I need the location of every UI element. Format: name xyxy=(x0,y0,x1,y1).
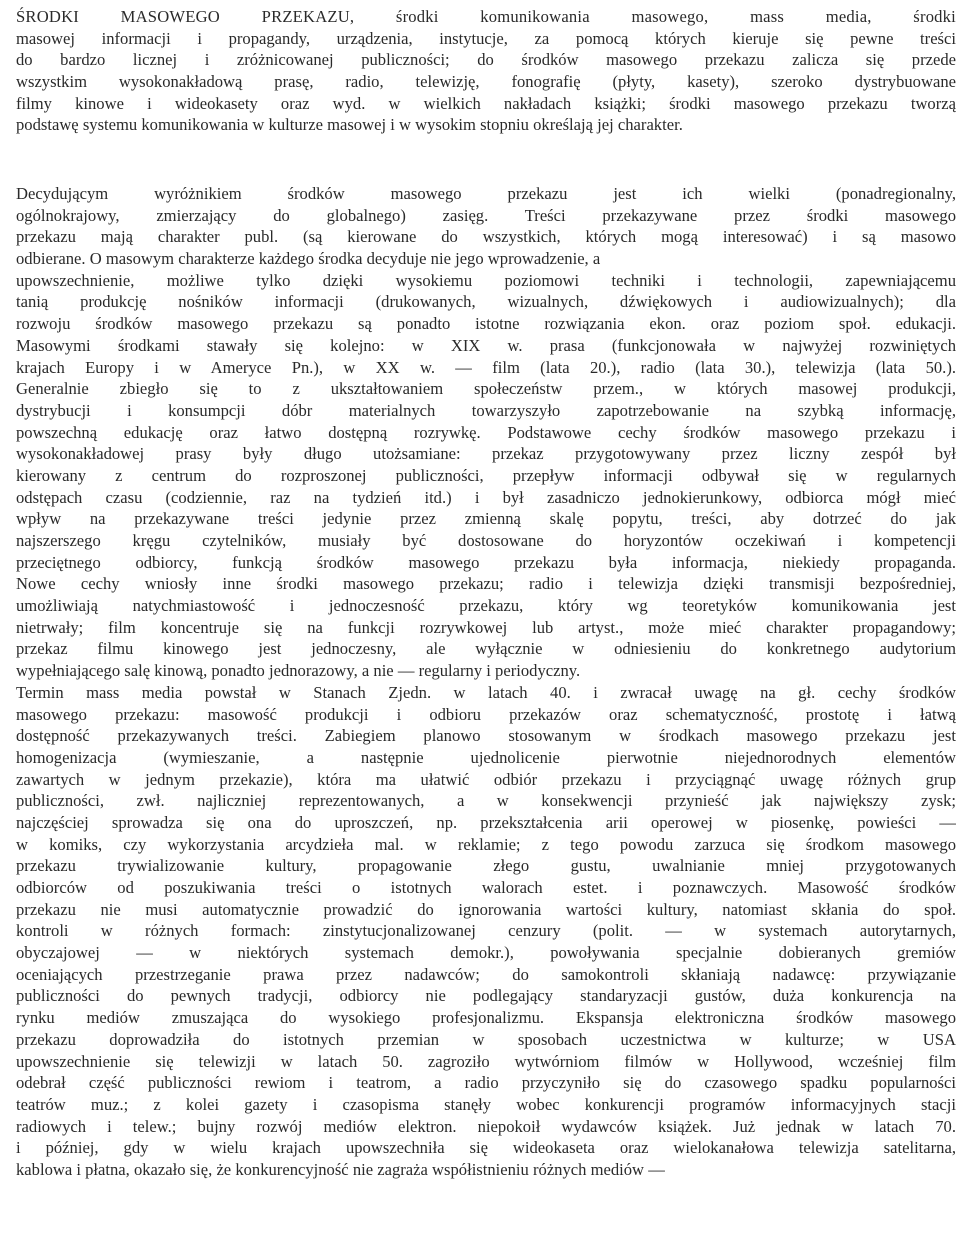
text-line: przekazu mają charakter publ. (są kierowane do wszystkich, których mogą interesować) i są masowo xyxy=(16,227,956,247)
text-line: przekazu doprowadziła do istotnych przemian w sposobach uczestnictwa w kulturze; w USA xyxy=(16,1029,956,1049)
text-line: wpływ na przekazywane treści jedynie przez zmienną skalę popytu, treści, aby dotrzeć do jak xyxy=(16,509,956,529)
text-line: przekazu nie musi automatycznie prowadzić do ignorowania wartości kultury, natomiast skłania do społ. xyxy=(16,899,956,919)
text-line: podstawę systemu komunikowania w kulturze masowej i w wysokim stopniu określają jej charakter. xyxy=(16,115,683,135)
text-line: tanią produkcję nośników informacji (drukowanych, wizualnych, dźwiękowych i audiowizualnych); dla xyxy=(16,292,956,312)
text-line: obyczajowej — w niektórych systemach demokr.), powoływania specjalnie dobieranych gremiów xyxy=(16,943,956,963)
text-line: odbierane. O masowym charakterze każdego środka decyduje nie jego wprowadzenie, a xyxy=(16,249,601,269)
text-line: homogenizacja (wymieszanie, a następnie ujednolicenie pierwotnie niejednorodnych elementów xyxy=(16,747,956,767)
text-line: dystrybucji i konsumpcji dóbr materialnych towarzyszyło zapotrzebowanie na szybką informację, xyxy=(16,400,956,420)
text-line: do bardzo licznej i zróżnicowanej publiczności; do środków masowego przekazu zalicza się przede xyxy=(16,50,956,70)
text-line: odbiorców od poszukiwania treści o istotnych walorach estet. i poznawczych. Masowość środków xyxy=(16,878,956,897)
text-line: masowej informacji i propagandy, urządzenia, instytucje, za pomocą których kieruje się pewne treści xyxy=(16,28,956,48)
text-line: kierowany z centrum do rozproszonej publiczności, przepływ informacji odbywał się w regularnych xyxy=(16,465,956,485)
text-line: odstępach czasu (codziennie, raz na tydzień itd.) i był zasadniczo jednokierunkowy, odbiorca mógł mieć xyxy=(16,487,956,507)
text-line: umożliwiają natychmiastowość i jednoczesność przekazu, który wg teoretyków komunikowania jest xyxy=(16,596,956,616)
text-line: powszechną edukację oraz łatwo dostępną rozrywkę. Podstawowe cechy środków masowego przekazu i xyxy=(16,422,956,442)
text-line: Masowymi środkami stawały się kolejno: w XIX w. prasa (funkcjonowała w najwyżej rozwiniętych xyxy=(16,335,956,355)
text-line: upowszechnienie, możliwe tylko dzięki wysokiemu poziomowi techniki i technologii, zapewniającemu xyxy=(16,270,956,290)
text-line: publiczności, zwł. najliczniej reprezentowanych, a w konsekwencji przynieść jak największy zysk; xyxy=(16,791,956,811)
text-line: publiczności do pewnych tradycji, odbiorcy nie podlegający standaryzacji gustów, duża konkurencja na xyxy=(16,986,956,1006)
text-line: kablowa i płatna, okazało się, że konkurencyjność nie zagraża współistnieniu różnych mediów — xyxy=(16,1159,665,1179)
paragraph-body xyxy=(16,183,956,1181)
text-line: nietrwały; film koncentruje się na funkcji rozrywkowej lub artyst., może mieć charakter propagandowy; xyxy=(16,617,956,637)
text-line: Decydującym wyróżnikiem środków masowego przekazu jest ich wielki (ponadregionalny, xyxy=(16,184,956,203)
text-line: odebrał część publiczności rewiom i teatrom, a radio przyczyniło się do czasowego spadku popularności xyxy=(16,1073,956,1093)
text-line: teatrów muz.; z kolei gazety i czasopisma stanęły wobec konkurencji programów informacyjnych stacji xyxy=(16,1094,956,1114)
text-line: i później, gdy w wielu krajach upowszechniła się wideokaseta oraz wielokanałowa telewizja satelitarna, xyxy=(16,1138,956,1158)
text-line: najczęściej sprowadza się ona do uproszczeń, np. przekształcenia arii operowej w piosenkę, powieści — xyxy=(16,812,956,832)
text-line: upowszechnienie się telewizji w latach 50. zagroziło wytwórniom filmów w Hollywood, wcześniej film xyxy=(16,1051,956,1071)
text-line: przekazu trywializowanie kultury, propagowanie złego gustu, uwalnianie mniej przygotowanych xyxy=(16,856,956,876)
text-line: ogólnokrajowy, zmierzający do globalnego) zasięg. Treści przekazywane przez środki masowego xyxy=(16,205,956,225)
text-line: rynku mediów zmuszająca do wysokiego profesjonalizmu. Ekspansja elektroniczna środków masowego xyxy=(16,1008,956,1028)
paragraph-definition xyxy=(16,6,956,136)
text-line: Generalnie zbiegło się to z ukształtowaniem społeczeństw przem., w których masowej produkcji, xyxy=(16,379,956,399)
text-line: oceniających przestrzeganie prawa przez nadawców; do samokontroli skłaniają nadawcę: przywiązanie xyxy=(16,964,956,984)
text-line: radiowych i telew.; bujny rozwój mediów elektron. niepokoił wydawców książek. Już jednak w latach 70. xyxy=(16,1116,956,1136)
text-line: rozwoju środków masowego przekazu są ponadto istotne rozwiązania ekon. oraz poziom społ. edukacji. xyxy=(16,314,956,334)
text-line: kontroli w różnych formach: zinstytucjonalizowanej cenzury (polit. — w systemach autorytarnych, xyxy=(16,921,956,941)
text-line: wypełniającego salę kinową, ponadto jednorazowy, a nie — regularny i periodyczny. xyxy=(16,661,581,681)
text-line: filmy kinowe i wideokasety oraz wyd. w wielkich nakładach książki; środki masowego przekazu tworzą xyxy=(16,93,956,113)
text-line: ŚRODKI MASOWEGO PRZEKAZU, środki komunikowania masowego, mass media, środki xyxy=(16,7,956,26)
text-line: najszerszego kręgu czytelników, musiały być dostosowane do horyzontów oczekiwań i kompetencji xyxy=(16,531,956,550)
text-line: zawartych w jednym przekazie), która ma ułatwić odbiór przekazu i przyciągnąć uwagę różnych grup xyxy=(16,769,956,789)
text-line: krajach Europy i w Ameryce Pn.), w XX w. — film (lata 20.), radio (lata 30.), telewizja (lata 50.). xyxy=(16,357,956,377)
text-line: wysokonakładowej prasy były długo utożsamiane: przekaz przygotowywany przez liczny zespół był xyxy=(16,444,956,464)
text-line: przeciętnego odbiorcy, funkcją środków masowego przekazu była informacja, niekiedy propaganda. xyxy=(16,552,956,572)
text-line: masowego przekazu: masowość produkcji i odbioru przekazów oraz schematyczność, prostotę i łatwą xyxy=(16,704,956,724)
text-line: w komiks, czy wykorzystania arcydzieła mal. w reklamie; z tego powodu zarzuca się środkom masowego xyxy=(16,834,956,854)
text-line: wszystkim wysokonakładową prasę, radio, telewizję, fonografię (płyty, kasety), szeroko dystrybuowane xyxy=(16,72,956,92)
text-line: Termin mass media powstał w Stanach Zjedn. w latach 40. i zwracał uwagę na gł. cechy środków xyxy=(16,682,956,702)
text-line: Nowe cechy wniosły inne środki masowego przekazu; radio i telewizja dzięki transmisji bezpośredniej, xyxy=(16,574,956,594)
text-line: przekaz filmu kinowego jest jednoczesny, ale wyłącznie w odniesieniu do konkretnego audytorium xyxy=(16,639,956,659)
text-line: dostępność przekazywanych treści. Zabiegiem planowo stosowanym w środkach masowego przekazu jest xyxy=(16,726,956,746)
